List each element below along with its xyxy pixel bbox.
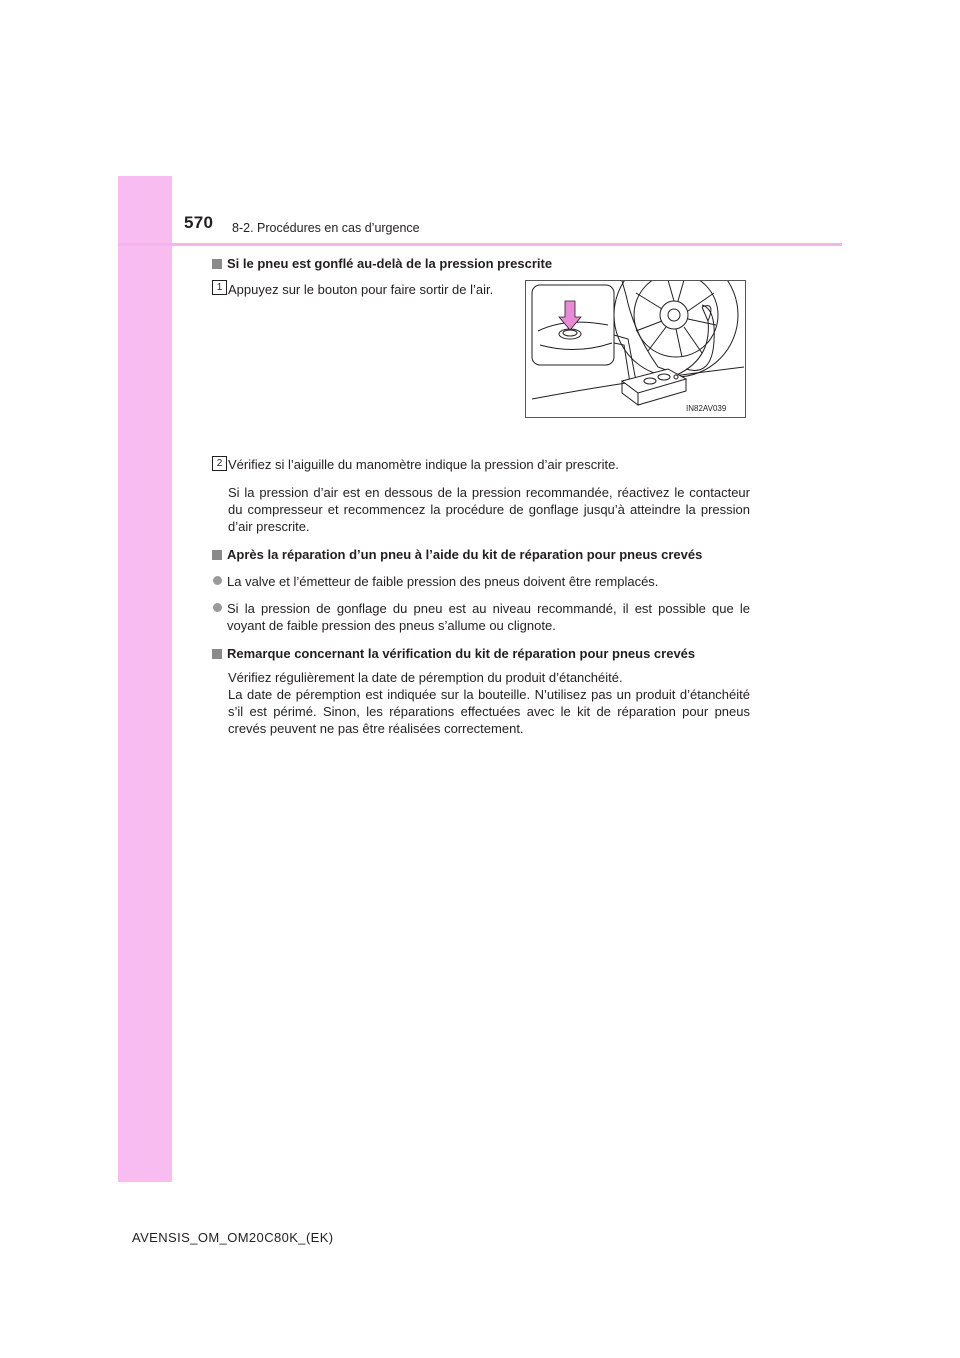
compressor-illustration (525, 280, 746, 418)
page-number: 570 (184, 213, 214, 232)
step-2-number: 2 (212, 456, 227, 471)
bullet-icon (213, 576, 222, 585)
list-item-text: La valve et l’émetteur de faible pression des pneus doivent être remplacés. (227, 574, 659, 589)
header-rule (118, 243, 842, 246)
list-item-text: Si la pression de gonflage du pneu est au niveau recommandé, il est possible que le voyant de faible pression des pneus s’allume ou clignote. (227, 601, 750, 633)
bullet-icon (213, 603, 222, 612)
heading-kit-check-text: Remarque concernant la vérification du kit de réparation pour pneus crevés (227, 646, 696, 661)
compressor-drawing (526, 281, 745, 417)
step-1-text: Appuyez sur le bouton pour faire sortir de l’air. (228, 282, 494, 297)
heading-square-icon (212, 550, 222, 560)
step-2 (212, 456, 750, 535)
figure-code: IN82AV039 (686, 404, 727, 413)
heading-kit-check (212, 645, 750, 662)
step-1-number: 1 (212, 280, 227, 295)
step-2-note: Si la pression d’air est en dessous de la pression recommandée, réactivez le contacteur du compresseur et recommencez la procédure de gonflage jusqu’à atteindre la pression d’air prescrite. (228, 485, 750, 534)
heading-overinflated (212, 255, 750, 272)
heading-after-repair-text: Après la réparation d’un pneu à l’aide du kit de réparation pour pneus crevés (227, 547, 703, 562)
heading-square-icon (212, 649, 222, 659)
section-title: 8-2. Procédures en cas d’urgence (232, 221, 420, 235)
heading-after-repair (212, 546, 750, 563)
list-item (212, 573, 750, 590)
kit-check-line-1: Vérifiez régulièrement la date de péremption du produit d’étanchéité. (228, 670, 623, 685)
heading-square-icon (212, 259, 222, 269)
document-id: AVENSIS_OM_OM20C80K_(EK) (132, 1230, 334, 1245)
heading-overinflated-text: Si le pneu est gonflé au-delà de la pression prescrite (227, 256, 553, 271)
list-item (212, 600, 750, 634)
chapter-side-band (118, 176, 172, 1182)
page-content (212, 255, 750, 737)
step-2-text: Vérifiez si l’aiguille du manomètre indique la pression d’air prescrite. (228, 457, 619, 472)
step-1 (212, 280, 750, 448)
kit-check-line-2: La date de péremption est indiquée sur la bouteille. N’utilisez pas un produit d’étanchéité s’il est périmé. Sinon, les réparations effectuées avec le kit de réparation pour pneus crevés peuvent ne pas être réalisées correctement. (228, 687, 750, 736)
